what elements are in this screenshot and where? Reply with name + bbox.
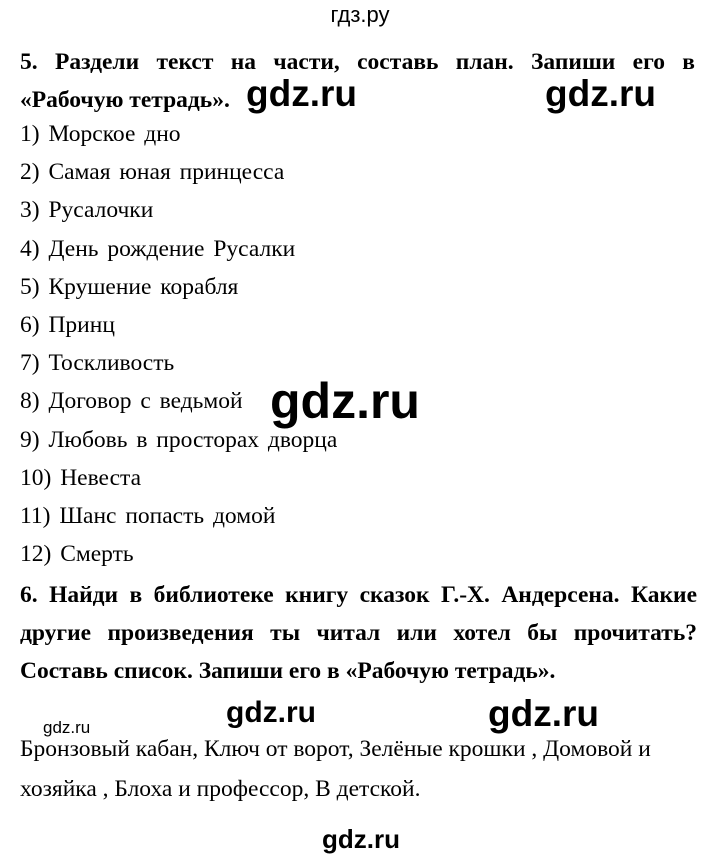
plan-item: 6) Принц: [20, 312, 115, 339]
page-header: гдз.ру: [330, 2, 390, 27]
watermark: gdz.ru: [43, 718, 91, 737]
watermark: gdz.ru: [246, 73, 357, 114]
plan-item: 10) Невеста: [20, 464, 141, 491]
task-6-answer: Бронзовый кабан, Ключ от ворот, Зелёные крошки , Домовой и хозяйка , Блоха и профессор, В детской.: [20, 736, 651, 802]
plan-item: 1) Морское дно: [20, 121, 181, 147]
watermark: gdz.ru: [322, 824, 400, 854]
plan-item: 7) Тоскливость: [20, 350, 175, 377]
plan-item: 11) Шанс попасть домой: [20, 503, 276, 530]
plan-item: 12) Смерть: [20, 541, 134, 568]
plan-item: 9) Любовь в просторах дворца: [20, 426, 338, 453]
plan-item: 8) Договор с ведьмой: [20, 388, 243, 415]
plan-item: 3) Русалочки: [20, 197, 154, 224]
plan-list: [20, 115, 337, 573]
watermark: gdz.ru: [270, 373, 420, 429]
watermark: gdz.ru: [226, 696, 316, 729]
plan-item: 4) День рождение Русалки: [20, 235, 296, 262]
plan-item: 5) Крушение корабля: [20, 273, 239, 300]
watermark: gdz.ru: [488, 693, 599, 734]
plan-item: 2) Самая юная принцесса: [20, 159, 285, 186]
task-5-heading: 5. Раздели текст на части, составь план. Запиши его в «Рабочую тетрадь».: [20, 49, 695, 113]
watermark: gdz.ru: [545, 73, 656, 114]
task-6-heading: 6. Найди в библиотеке книгу сказок Г.-Х. Андерсена. Какие другие произведения ты читал или хотел бы прочитать? Составь список. Запиши его в «Рабочую тетрадь».: [20, 582, 697, 684]
